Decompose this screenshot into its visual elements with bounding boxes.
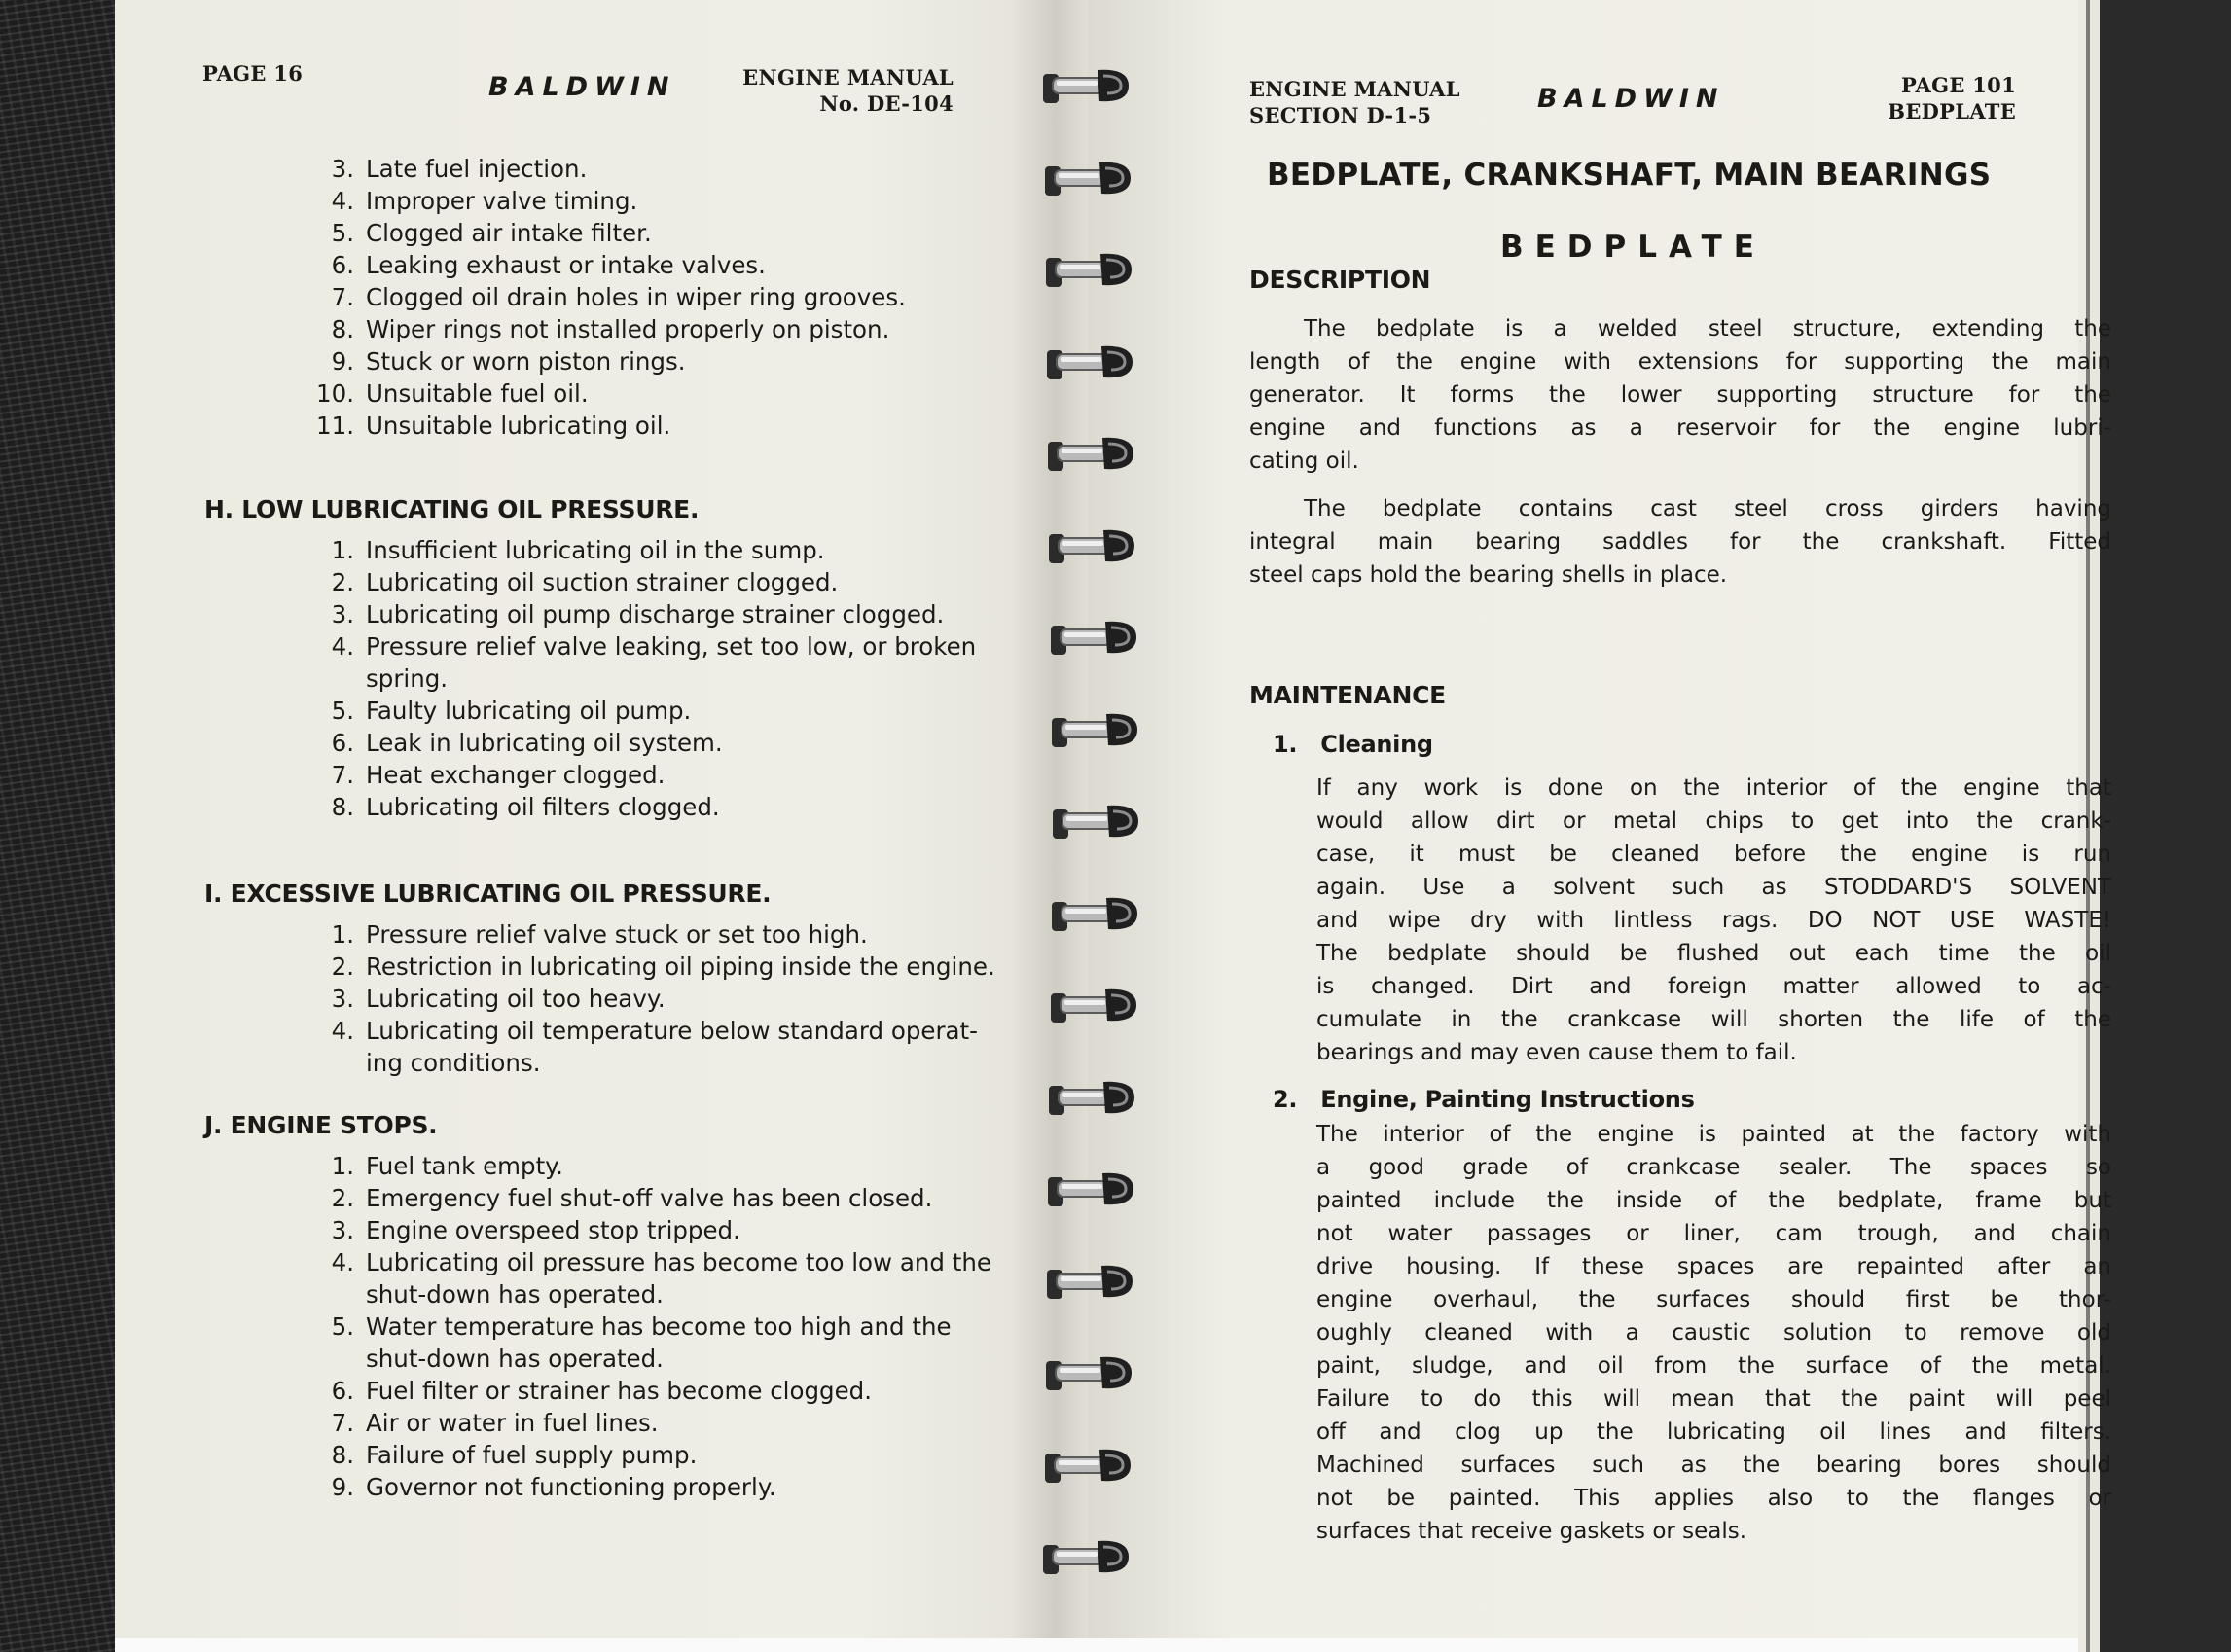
list-item-number: 3.: [331, 155, 354, 183]
list-item-number: 8.: [331, 315, 354, 343]
list-item-number: 3.: [331, 600, 354, 628]
spiral-ring: [1044, 432, 1141, 475]
description-heading: DESCRIPTION: [1249, 266, 1431, 294]
list-item-text: Pressure relief valve leaking, set too low, or broken: [366, 632, 977, 661]
list-item-text: Lubricating oil too heavy.: [366, 985, 666, 1013]
painting-heading: [1273, 1086, 1695, 1113]
list-item-number: 5.: [331, 219, 354, 247]
paragraph-line: again. Use a solvent such as STODDARD'S SOLVENT: [1316, 875, 2111, 900]
paragraph-line: length of the engine with extensions for supporting the main: [1249, 349, 2111, 375]
list-item-text-continued: ing conditions.: [366, 1049, 541, 1077]
spiral-ring: [1043, 1260, 1140, 1303]
right-manual-line1: ENGINE MANUAL: [1249, 77, 1460, 101]
left-page-number: PAGE 16: [202, 61, 304, 86]
spiral-ring: [1045, 1076, 1142, 1119]
spiral-ring: [1044, 1167, 1141, 1210]
book-cover: [0, 0, 115, 1652]
list-item-text: Lubricating oil pressure has become too low and the: [366, 1248, 991, 1276]
list-item: [313, 377, 994, 410]
paragraph-line: bearings and may even cause them to fail.: [1316, 1040, 1797, 1065]
list-item: [313, 1375, 994, 1407]
list-item-number: 2.: [331, 1184, 354, 1212]
left-manual-line1: ENGINE MANUAL: [742, 65, 954, 90]
list-item-number: 9.: [331, 1473, 354, 1501]
chapter-subtitle: BEDPLATE: [1500, 230, 1766, 265]
list-item-number: 2.: [331, 568, 354, 596]
list-item: [313, 249, 994, 281]
list-item: [313, 1214, 994, 1246]
list-item-text: Governor not functioning properly.: [366, 1473, 776, 1501]
maintenance-heading: MAINTENANCE: [1249, 681, 1446, 709]
list-item: [313, 951, 1014, 983]
list-item-number: 9.: [331, 347, 354, 376]
painting-paragraph: [1316, 1118, 2111, 1548]
list-item-number: 1.: [331, 1152, 354, 1180]
list-item-text-continued: spring.: [366, 664, 449, 693]
paragraph-line: drive housing. If these spaces are repainted after an: [1316, 1254, 2111, 1279]
painting-title: Engine, Painting Instructions: [1320, 1086, 1695, 1113]
list-item-text: Insufficient lubricating oil in the sump.: [366, 536, 825, 564]
list-item-text: Failure of fuel supply pump.: [366, 1441, 698, 1469]
right-manual-line2: SECTION D-1-5: [1249, 103, 1432, 127]
description-paragraph-2: [1249, 492, 2111, 592]
cleaning-number: 1.: [1273, 731, 1298, 758]
left-manual-line2: No. DE-104: [819, 91, 954, 116]
list-item: [313, 153, 994, 185]
list-item-text: Wiper rings not installed properly on piston.: [366, 315, 890, 343]
right-page-label: PAGE 101: [1900, 73, 2016, 97]
list-item: [313, 1407, 994, 1439]
list-item: [313, 281, 994, 313]
chapter-title: BEDPLATE, CRANKSHAFT, MAIN BEARINGS: [1267, 158, 1992, 193]
paragraph-line: integral main bearing saddles for the crankshaft. Fitted: [1249, 529, 2111, 555]
painting-number: 2.: [1273, 1086, 1298, 1113]
list-item-number: 8.: [331, 793, 354, 821]
list-item: [313, 1150, 994, 1182]
left-brand: BALDWIN: [488, 72, 676, 102]
cleaning-paragraph: [1316, 772, 2111, 1069]
list-item-text-continued: shut-down has operated.: [366, 1280, 664, 1309]
paragraph-line: not water passages or liner, cam trough, and chain: [1316, 1221, 2111, 1246]
paragraph-line: steel caps hold the bearing shells in place.: [1249, 562, 1728, 588]
list-item: [313, 534, 1014, 566]
list-item-text: Air or water in fuel lines.: [366, 1409, 659, 1437]
paragraph-line: The bedplate is a welded steel structure, extending the: [1304, 316, 2111, 341]
list-item: [313, 759, 1014, 791]
list-item: [313, 410, 994, 442]
list-item: [313, 598, 1014, 630]
paragraph-line: Machined surfaces such as the bearing bores should: [1316, 1453, 2111, 1478]
description-paragraph-1: [1249, 312, 2111, 478]
paragraph-line: Failure to do this will mean that the paint will peel: [1316, 1386, 2111, 1412]
list-item-number: 1.: [331, 920, 354, 949]
list-i: [313, 918, 1014, 1079]
right-manual-id: [1249, 76, 1460, 128]
spiral-ring: [1043, 341, 1140, 383]
list-item-text: Fuel filter or strainer has become clogged.: [366, 1377, 872, 1405]
paragraph-line: painted include the inside of the bedplate, frame but: [1316, 1188, 2111, 1213]
list-item: [313, 345, 994, 377]
spiral-ring: [1042, 1351, 1139, 1394]
paragraph-line: case, it must be cleaned before the engine is run: [1316, 842, 2111, 867]
left-manual-id: [662, 64, 954, 117]
list-item: [313, 185, 994, 217]
spiral-ring: [1042, 248, 1139, 291]
paragraph-line: The bedplate contains cast steel cross girders having: [1304, 496, 2111, 521]
spiral-ring: [1045, 524, 1142, 567]
list-item-text: Lubricating oil filters clogged.: [366, 793, 720, 821]
list-item-number: 7.: [331, 1409, 354, 1437]
list-item: [313, 983, 1014, 1015]
left-page: [115, 0, 1049, 1638]
paragraph-line: would allow dirt or metal chips to get into the crank-: [1316, 808, 2111, 834]
list-item-number: 8.: [331, 1441, 354, 1469]
list-item-text: Pressure relief valve stuck or set too high.: [366, 920, 868, 949]
list-item: [313, 1246, 994, 1311]
list-item: [313, 1471, 994, 1503]
list-item-number: 6.: [331, 251, 354, 279]
right-page-number: [1763, 72, 2016, 125]
list-item-text: Leaking exhaust or intake valves.: [366, 251, 766, 279]
list-item-text: Late fuel injection.: [366, 155, 588, 183]
list-item-text: Engine overspeed stop tripped.: [366, 1216, 740, 1244]
paragraph-line: If any work is done on the interior of the engine that: [1316, 775, 2111, 801]
spiral-ring: [1047, 984, 1144, 1026]
spiral-ring: [1048, 892, 1145, 935]
paragraph-line: engine and functions as a reservoir for the engine lubri-: [1249, 415, 2111, 441]
paragraph-line: not be painted. This applies also to the flanges or: [1316, 1486, 2111, 1511]
list-item-number: 4.: [331, 1248, 354, 1276]
right-page: [1088, 0, 2111, 1638]
list-item-text: Lubricating oil pump discharge strainer clogged.: [366, 600, 945, 628]
list-g-continued: [313, 153, 994, 442]
spiral-ring: [1041, 1444, 1138, 1487]
list-item: [313, 1311, 994, 1375]
paragraph-line: oughly cleaned with a caustic solution to remove old: [1316, 1320, 2111, 1346]
list-item-text-continued: shut-down has operated.: [366, 1345, 664, 1373]
list-item-number: 3.: [331, 1216, 354, 1244]
list-item: [313, 1015, 1014, 1079]
list-item-text: Stuck or worn piston rings.: [366, 347, 686, 376]
list-item-number: 10.: [316, 379, 354, 408]
list-item-text: Lubricating oil suction strainer clogged.: [366, 568, 839, 596]
list-item-number: 4.: [331, 1017, 354, 1045]
paragraph-line: surfaces that receive gaskets or seals.: [1316, 1519, 1747, 1544]
paragraph-line: The interior of the engine is painted at the factory with: [1316, 1122, 2111, 1147]
list-item-text: Lubricating oil temperature below standard operat-: [366, 1017, 978, 1045]
list-item-number: 6.: [331, 729, 354, 757]
list-item-text: Clogged air intake filter.: [366, 219, 652, 247]
list-item: [313, 630, 1014, 695]
paragraph-line: is changed. Dirt and foreign matter allowed to ac-: [1316, 974, 2111, 999]
list-item-number: 3.: [331, 985, 354, 1013]
list-item-number: 5.: [331, 697, 354, 725]
list-item-number: 5.: [331, 1312, 354, 1341]
list-item-text: Leak in lubricating oil system.: [366, 729, 723, 757]
paragraph-line: engine overhaul, the surfaces should first be thor-: [1316, 1287, 2111, 1312]
list-item-number: 11.: [316, 412, 354, 440]
section-h-heading: H. LOW LUBRICATING OIL PRESSURE.: [204, 495, 700, 523]
right-page-sub: BEDPLATE: [1888, 99, 2016, 124]
paragraph-line: and wipe dry with lintless rags. DO NOT USE WASTE!: [1316, 908, 2111, 933]
spiral-ring: [1039, 1535, 1136, 1578]
list-item: [313, 918, 1014, 951]
list-item: [313, 566, 1014, 598]
scan-margin: [115, 1638, 2078, 1652]
list-item-number: 6.: [331, 1377, 354, 1405]
cleaning-heading: [1273, 731, 1433, 758]
paragraph-line: The bedplate should be flushed out each time the oil: [1316, 941, 2111, 966]
spiral-ring: [1039, 64, 1136, 107]
right-brand: BALDWIN: [1537, 84, 1725, 114]
list-item: [313, 1182, 994, 1214]
list-item-text: Heat exchanger clogged.: [366, 761, 666, 789]
list-item-number: 4.: [331, 187, 354, 215]
list-h: [313, 534, 1014, 823]
list-item: [313, 217, 994, 249]
paragraph-line: cating oil.: [1249, 449, 1359, 474]
spiral-ring: [1049, 800, 1146, 843]
paragraph-line: cumulate in the crankcase will shorten the life of the: [1316, 1007, 2111, 1032]
cleaning-title: Cleaning: [1320, 731, 1433, 758]
list-item-text: Unsuitable fuel oil.: [366, 379, 589, 408]
list-item-text: Unsuitable lubricating oil.: [366, 412, 671, 440]
list-item: [313, 313, 994, 345]
list-item: [313, 727, 1014, 759]
paragraph-line: paint, sludge, and oil from the surface of the metal.: [1316, 1353, 2111, 1379]
list-item-number: 1.: [331, 536, 354, 564]
list-item: [313, 695, 1014, 727]
spiral-ring: [1047, 616, 1144, 659]
list-item-text: Faulty lubricating oil pump.: [366, 697, 692, 725]
list-item: [313, 791, 1014, 823]
list-item-number: 4.: [331, 632, 354, 661]
section-j-heading: J. ENGINE STOPS.: [204, 1111, 438, 1139]
section-i-heading: I. EXCESSIVE LUBRICATING OIL PRESSURE.: [204, 880, 772, 908]
list-item-text: Improper valve timing.: [366, 187, 638, 215]
spiral-ring: [1041, 157, 1138, 199]
list-item-text: Fuel tank empty.: [366, 1152, 563, 1180]
list-j: [313, 1150, 994, 1503]
list-item-number: 7.: [331, 283, 354, 311]
list-item-text: Water temperature has become too high and the: [366, 1312, 952, 1341]
list-item-text: Restriction in lubricating oil piping inside the engine.: [366, 952, 995, 981]
spiral-ring: [1048, 708, 1145, 751]
list-item: [313, 1439, 994, 1471]
list-item-number: 2.: [331, 952, 354, 981]
list-item-text: Emergency fuel shut-off valve has been closed.: [366, 1184, 933, 1212]
paragraph-line: generator. It forms the lower supporting structure for the: [1249, 382, 2111, 408]
list-item-text: Clogged oil drain holes in wiper ring grooves.: [366, 283, 906, 311]
list-item-number: 7.: [331, 761, 354, 789]
paragraph-line: a good grade of crankcase sealer. The spaces so: [1316, 1155, 2111, 1180]
paragraph-line: off and clog up the lubricating oil lines and filters.: [1316, 1419, 2111, 1445]
